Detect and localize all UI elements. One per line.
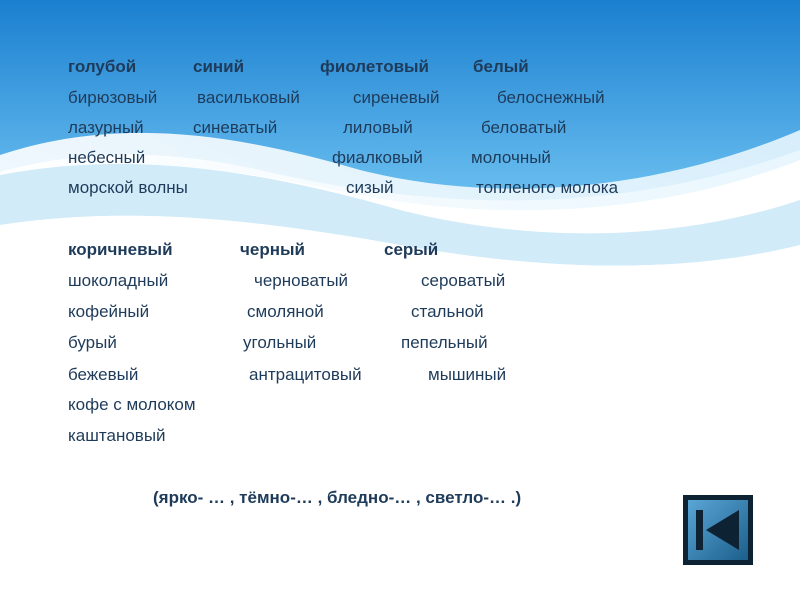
word: угольный [243,333,317,352]
word: белый [473,57,529,76]
word: фиолетовый [320,57,429,76]
word: кофейный [68,302,150,321]
word: сизый [346,178,394,197]
word: смоляной [247,302,324,321]
word: мышиный [428,365,507,384]
word: шоколадный [68,271,169,290]
word: черный [240,240,305,259]
word: морской волны [68,178,188,197]
word: стальной [411,302,484,321]
word: небесный [68,148,146,167]
skip-back-icon [682,494,754,566]
word: черноватый [254,271,349,290]
word: сероватый [421,271,506,290]
prefix-hint: (ярко- … , тёмно-… , бледно-… , светло-… .) [153,488,522,507]
word: бежевый [68,365,139,384]
word: серый [384,240,439,259]
word: беловатый [481,118,567,137]
word: голубой [68,57,137,76]
word: лиловый [343,118,413,137]
word: васильковый [197,88,300,107]
word: сиреневый [353,88,440,107]
word: антрацитовый [249,365,362,384]
word: топленого молока [476,178,619,197]
word: синеватый [193,118,278,137]
word: белоснежный [497,88,605,107]
word: пепельный [401,333,488,352]
back-button[interactable] [682,494,754,566]
word: бирюзовый [68,88,158,107]
word: фиалковый [332,148,423,167]
word: синий [193,57,245,76]
word: каштановый [68,426,166,445]
word: молочный [471,148,551,167]
word: коричневый [68,240,173,259]
word: лазурный [68,118,144,137]
word: бурый [68,333,117,352]
word: кофе с молоком [68,395,196,414]
